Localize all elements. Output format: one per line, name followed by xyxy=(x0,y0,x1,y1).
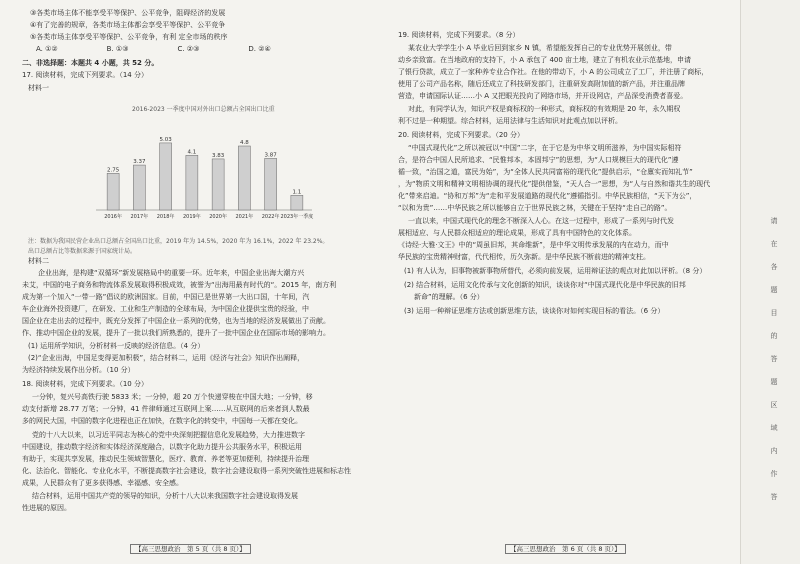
bar-value-label: 1.1 xyxy=(292,189,302,196)
q20-text-3: 循一致，“治国之道，富民为始”，为“全体人民共同富裕的现代化”提供启示，“仓廪实而知礼节” xyxy=(398,168,693,176)
category-label: 2022年 xyxy=(261,214,280,220)
question-17-prompt: 17. 阅读材料，完成下列要求。（14 分） xyxy=(22,71,148,79)
bar xyxy=(291,195,303,210)
bar-value-label: 3.37 xyxy=(133,159,146,166)
left-page xyxy=(22,0,374,564)
q18-text-3: 多的网民大国，中国的数字化进程也正在加快，在数字化的转变中，中国每一天都在变化。 xyxy=(22,417,302,425)
q20-text-1: “中国式现代化”之所以被冠以“中国”二字，在于它是为中华文明所滋养，为中国实际相符 xyxy=(408,144,682,152)
q20-text-5: 化”带来启迪。“协和万邦”为“走和平发展道路的现代化”遵循指引。中华民族相信，“天下为公”， xyxy=(398,192,697,200)
option-3: ③各类市场主体不能享受平等保护、公平竞争，阻碍经济的发展 xyxy=(30,9,226,17)
bar-value-label: 5.03 xyxy=(159,136,172,143)
question-17-2: (2)“企业出海，中国足变得更加积极”，结合材料二，运用《经济与社会》知识作出阐释， xyxy=(28,354,305,362)
bar-value-label: 4.8 xyxy=(240,140,249,146)
category-label: 2020年 xyxy=(209,214,227,220)
q20-question-2-cont: 新命”的理解。（6 分） xyxy=(414,293,484,301)
q19-text-5: 营造，申请国际认证……小 A 又把眼光投向了网络市场，并开设网店，产品深受消费者喜爱。 xyxy=(398,92,688,100)
category-label: 2021年 xyxy=(235,214,254,220)
question-17-2-cont: 为经济持续发展作出分析。（10 分） xyxy=(22,366,135,374)
q18-question: 结合材料，运用中国共产党的领导的知识，分析十八大以来我国数字社会建设取得发展 xyxy=(32,492,298,500)
answer-choices: A. ①② B. ①③ C. ②③ D. ②④ xyxy=(36,45,271,53)
category-label: 2019年 xyxy=(183,214,201,220)
bar-value-label: 4.1 xyxy=(187,149,197,156)
question-18-prompt: 18. 阅读材料，完成下列要求。（10 分） xyxy=(22,380,148,388)
category-label: 2017年 xyxy=(130,214,149,220)
bar xyxy=(160,143,172,210)
question-19-prompt: 19. 阅读材料，完成下列要求。（8 分） xyxy=(398,31,520,39)
q18-text-6: 有助于，实现共享发展，推动民生领域智慧化，医疗、教育、养老等更加便利，持续提升治理 xyxy=(22,455,309,463)
q20-question-2: (2) 结合材料，运用文化传承与文化创新的知识，谈谈你对“中国式现代化是中华民族的旧邦 xyxy=(404,281,686,289)
category-label: 2023年一季度 xyxy=(280,214,314,220)
q18-text-8: 成果，人民群众有了更多获得感、幸福感、安全感。 xyxy=(22,479,183,487)
material-two-text-2: 未艾，中国的电子商务和物流体系发展取得积极成效，被誉为“出海用最有时代的“。2015 年，南方利 xyxy=(22,281,337,289)
material-two-label: 材料二 xyxy=(28,257,49,265)
chart-source: 出口总额占比等数据来源于国家统计局。 xyxy=(28,248,137,255)
section-heading: 二、非选择题：本题共 4 小题，共 52 分。 xyxy=(22,59,159,67)
q20-text-2: 合，是符合中国人民所追求、“民惟邦本，本固邦宁”的思想，为“人口规模巨大的现代化”遵 xyxy=(398,156,679,164)
q18-text-4: 党的十八大以来，以习近平同志为核心的党中央深刻把握信息化发展趋势，大力推进数字 xyxy=(32,431,305,439)
option-5: ⑤各类市场主体享受平等保护、公平竞争，有利 定全市场的秩序 xyxy=(30,33,228,41)
q20-text-7: 一直以来，中国式现代化的理念不断深入人心。在这一过程中，形成了一系列与时代发 xyxy=(408,217,674,225)
right-footer xyxy=(505,544,626,553)
material-two-text-6: 作、推动中国企业的发展，提升了一批以我们所熟悉的，提升了一批中国企业在国际市场的影响力。 xyxy=(22,329,330,337)
q19-text-1: 某农业大学学生小 A 毕业后回到家乡 N 镇，希望能发挥自己的专业优势开展创业，带 xyxy=(408,44,672,52)
chart-title: 2016-2023 一季度中国对外出口总额占全国出口比重 xyxy=(132,106,275,113)
bar xyxy=(265,158,277,210)
q20-question-3: (3) 运用一种辩证思维方法或创新思维方法，谈谈你对如何实现目标的看法。（6 分） xyxy=(404,307,665,315)
q19-question-cont: 利不过是一种期望。综合材料，运用法律与生活知识对此观点加以评析。 xyxy=(398,117,622,125)
q19-question: 对此，有同学认为，知识产权是商标权的一种形式，商标权的有效期是 20 年，永久期权 xyxy=(408,105,681,113)
bar-value-label: 3.87 xyxy=(264,152,277,159)
question-20-prompt: 20. 阅读材料，完成下列要求。（20 分） xyxy=(398,131,524,139)
bar-chart xyxy=(92,122,316,228)
q19-text-4: 使用了公司产品名称，随后还成立了科技研发部门，注重研发高附加值的新产品，并注重品牌 xyxy=(398,80,685,88)
chart-note: 注：数据为我国民营企业出口总额占全国出口比重，2019 年为 14.5%，2020 年为 16.1%，2022 年 23.2%。 xyxy=(28,238,329,245)
material-two-text-4: 车企业海外投资建厂，在研发、工业和生产制造的全球布局，为中国企业提供宝贵的经验，中 xyxy=(22,305,309,313)
q18-text-1: 一分钟，复兴号高铁行驶 5833 米；一分钟，超 20 万个快递穿梭在中国大地；一分钟，移 xyxy=(32,393,313,401)
q20-text-8: 展相适应、与人民群众相适应的理论成果，形成了具有中国特色的文化体系。 xyxy=(398,229,636,237)
q20-question-1: (1) 有人认为，旧事物被新事物所替代，必须向前发展，运用辩证法的观点对此加以评析。（8 分） xyxy=(404,267,707,275)
bar xyxy=(212,159,224,210)
q20-text-6: “以和为贵”……中华民族之所以能够自立于世界民族之林，关键在于坚持“走自己的路”。 xyxy=(398,204,672,212)
q18-text-2: 动支付新增 28.77 万笔；一分钟，41 件律师通过互联网上案……从互联网的后来者到人数最 xyxy=(22,405,310,413)
q18-question-cont: 性进展的原因。 xyxy=(22,504,71,512)
material-two-text-5: 国企业在走出去的过程中，既充分发挥了中国企业一系列的优势，也为当地的经济发展做出了贡献。 xyxy=(22,317,330,325)
material-two-text-3: 成为第一个加入“一带一路”倡议的欧洲国家。目前，中国已是世界第一大出口国，十年间，汽 xyxy=(22,293,310,301)
category-label: 2018年 xyxy=(156,214,175,220)
material-two-text-1: 企业出海，是构建“双循环”新发展格局中的重要一环。近年来，中国企业出海大潮方兴 xyxy=(38,269,305,277)
right-page-number: 【高三思想政治 第 6 页（共 8 页）】 xyxy=(505,544,626,554)
left-footer xyxy=(130,544,251,553)
left-page-number: 【高三思想政治 第 5 页（共 8 页）】 xyxy=(130,544,251,554)
category-label: 2016年 xyxy=(104,214,122,220)
q18-text-5: 中国建设，推动数字经济和实体经济深度融合，以数字化助力提升公共服务水平，积极运用 xyxy=(22,443,302,451)
right-page xyxy=(398,0,733,564)
gutter-instruction: 请在各题目的答题区域内作答 xyxy=(770,217,778,501)
q20-text-9: 《诗经·大雅·文王》中的“周虽旧邦，其命维新”，是中华文明传承发展的内在动力，而中 xyxy=(398,241,669,249)
bar xyxy=(238,146,250,210)
q19-text-3: 了银行贷款，成立了一家种养专业合作社。在他的带动下，小 A 的公司成立了工厂，并注册了商标， xyxy=(398,68,709,76)
q20-text-10: 华民族的宝贵精神财富，代代相传，历久弥新。是中华民族不断前进的精神支柱。 xyxy=(398,253,650,261)
q19-text-2: 动乡亲致富。在当地政府的支持下，小 A 承包了 400 亩土地，建立了有机农业示范基地，申请 xyxy=(398,56,692,64)
bar xyxy=(107,173,119,210)
bar xyxy=(133,165,145,210)
option-4: ④有了完善的规章，各类市场主体都会享受平等保护、公平竞争 xyxy=(30,21,226,29)
bar-value-label: 3.83 xyxy=(212,152,225,159)
material-one-label: 材料一 xyxy=(28,84,49,92)
bar xyxy=(186,155,198,210)
bar-value-label: 2.75 xyxy=(107,167,120,174)
q20-text-4: ，为“物质文明和精神文明相协调的现代化”提供借鉴，“天人合一”思想，为“人与自然和谐共生的现代 xyxy=(398,180,711,188)
q18-text-7: 化、法治化、智能化、专业化水平，不断提高数字社会建设，数字社会建设取得一系列突破性进展和标志性 xyxy=(22,467,351,475)
question-17-1: (1) 运用所学知识，分析材料一反映的经济信息。（4 分） xyxy=(28,342,205,350)
